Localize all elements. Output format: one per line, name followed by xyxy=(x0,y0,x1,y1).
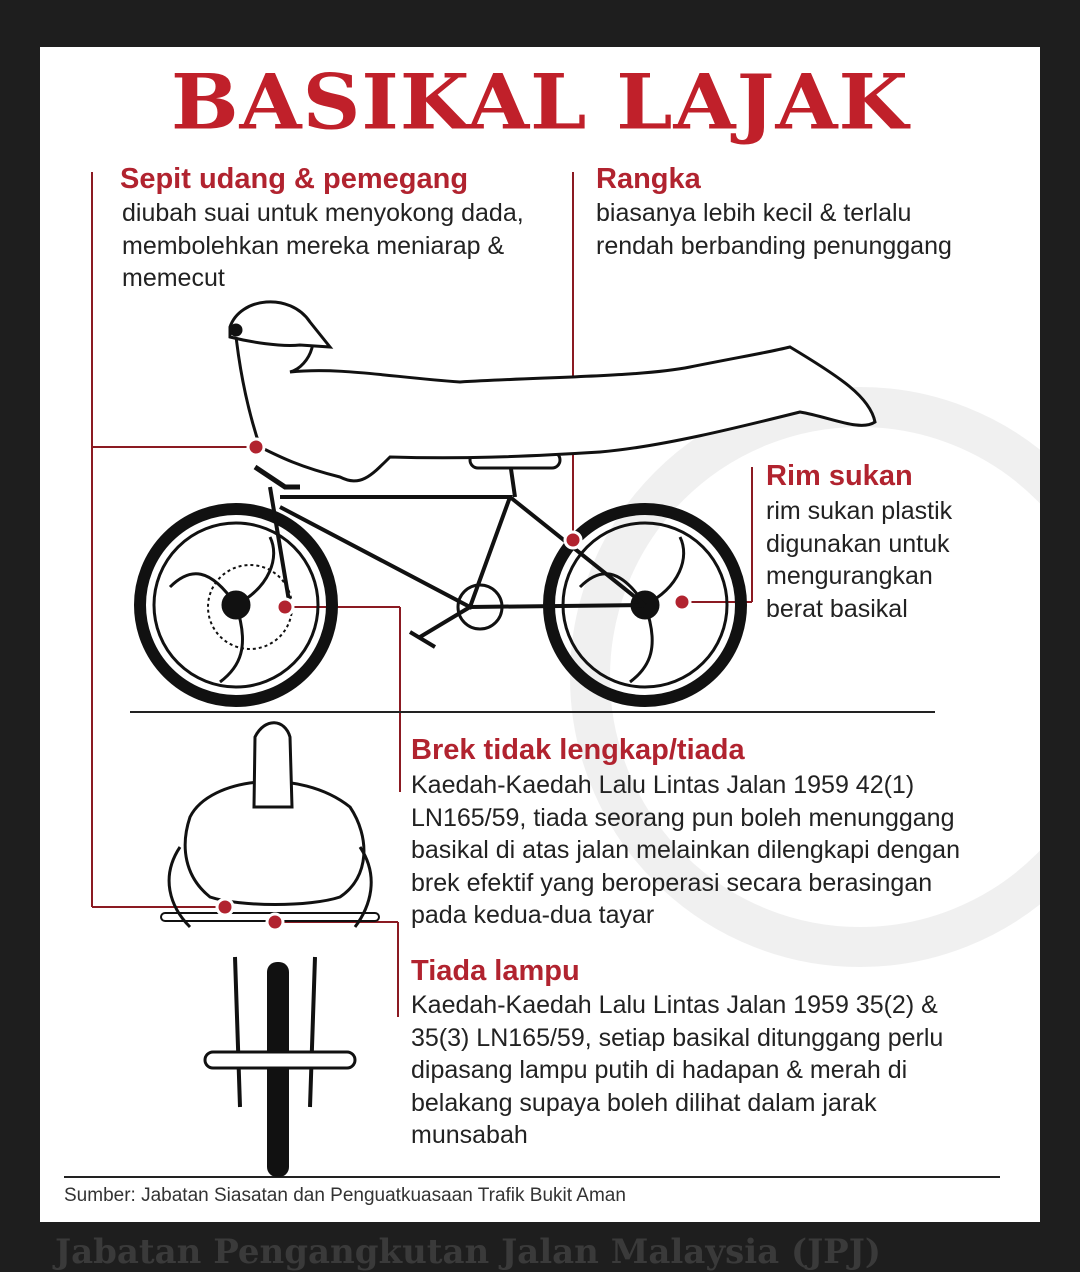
page-title: BASIKAL LAJAK xyxy=(170,57,910,147)
infographic-card xyxy=(40,47,1040,1222)
marker-lampu xyxy=(267,914,283,930)
callout-sepit-heading: Sepit udang & pemegang xyxy=(120,163,469,195)
callout-sepit-body: diubah suai untuk menyokong dada, membolehkan mereka meniarap & memecut xyxy=(122,199,524,292)
source-citation: Sumber: Jabatan Siasatan dan Penguatkuasaan Trafik Bukit Aman xyxy=(64,1185,626,1206)
marker-sepit-front xyxy=(217,899,233,915)
marker-brek xyxy=(277,599,293,615)
callout-rangka-heading: Rangka xyxy=(596,163,701,195)
front-view-bicycle xyxy=(165,723,375,1177)
callout-brek-heading: Brek tidak lengkap/tiada xyxy=(411,734,745,766)
callout-lampu-body: Kaedah-Kaedah Lalu Lintas Jalan 1959 35(2) & 35(3) LN165/59, setiap basikal ditunggang perlu dipasang lampu putih di hadapan & merah di belakang supaya boleh dilihat dalam jarak munsabah xyxy=(411,991,944,1149)
rider-silhouette xyxy=(230,302,875,481)
callout-rim-body: rim sukan plastik digunakan untuk mengurangkan berat basikal xyxy=(766,497,953,623)
callout-lampu-heading: Tiada lampu xyxy=(411,955,580,987)
marker-rim xyxy=(674,594,690,610)
marker-sepit xyxy=(248,439,264,455)
marker-rangka xyxy=(565,532,581,548)
callout-rangka-body: biasanya lebih kecil & terlalu rendah berbanding penunggang xyxy=(596,199,952,260)
callout-brek-body: Kaedah-Kaedah Lalu Lintas Jalan 1959 42(1) LN165/59, tiada seorang pun boleh menunggang basikal di atas jalan melainkan dilengkapi dengan brek efektif yang beroperasi secara berasingan pada kedua-dua tayar xyxy=(411,771,960,929)
callout-rim-heading: Rim sukan xyxy=(766,460,913,492)
footer-caption: Jabatan Pengangkutan Jalan Malaysia (JPJ) xyxy=(55,1232,881,1272)
